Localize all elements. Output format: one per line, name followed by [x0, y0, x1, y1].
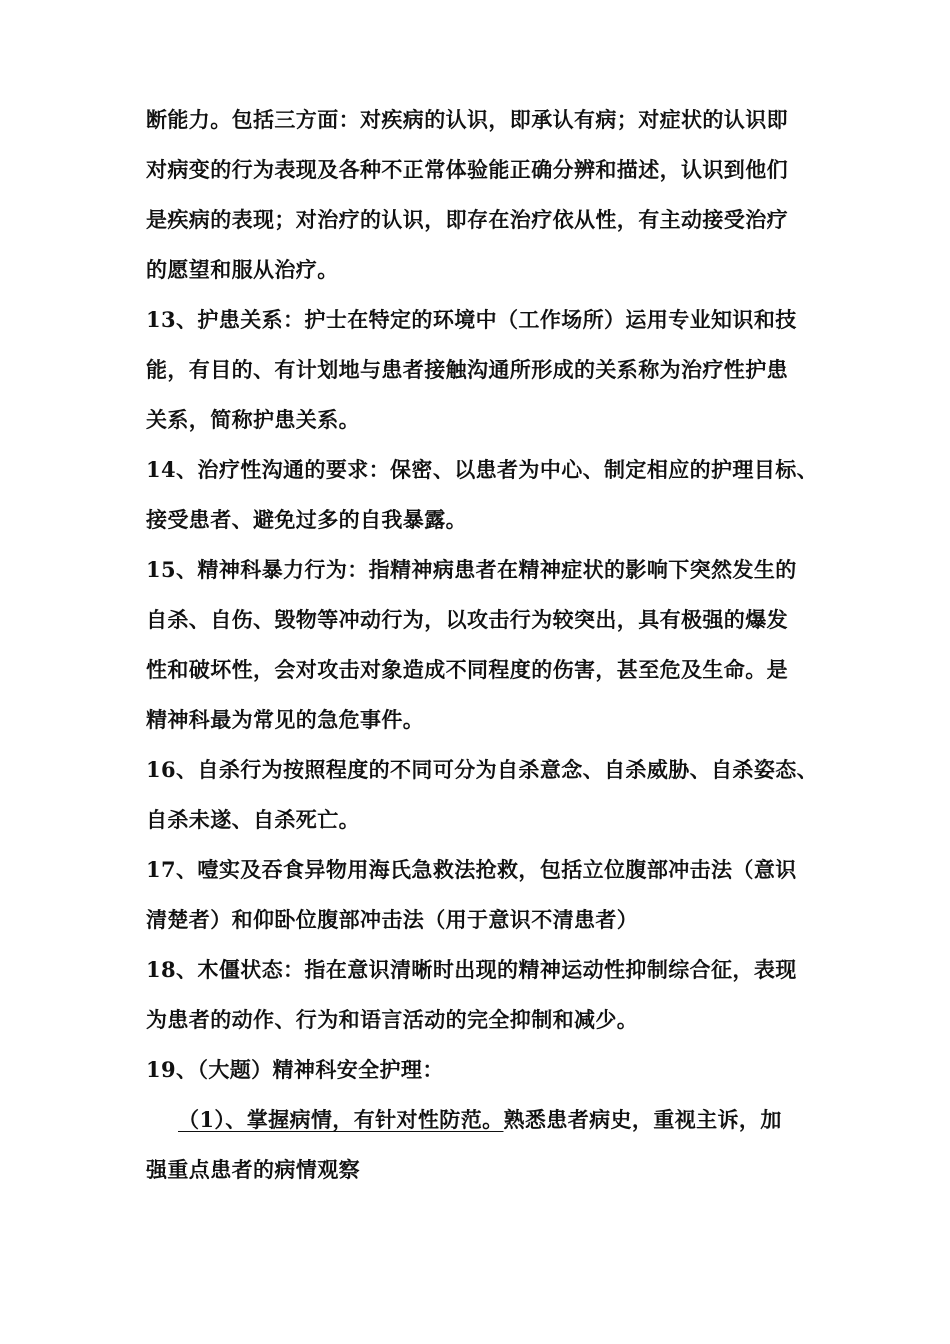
text-line: 自杀、自伤、毁物等冲动行为，以攻击行为较突出，具有极强的爆发 — [146, 607, 788, 632]
text-line: 是疾病的表现；对治疗的认识，即存在治疗依从性，有主动接受治疗 — [146, 207, 788, 232]
item-text: 熟悉患者病史，重视主诉，加 — [503, 1107, 782, 1132]
text-line: 自杀未遂、自杀死亡。 — [146, 807, 360, 832]
text-line: 关系，简称护患关系。 — [146, 407, 360, 432]
text-line: 强重点患者的病情观察 — [146, 1157, 360, 1182]
text-line: 清楚者）和仰卧位腹部冲击法（用于意识不清患者） — [146, 907, 639, 932]
text-line: 接受患者、避免过多的自我暴露。 — [146, 507, 467, 532]
list-item-1 — [178, 1106, 782, 1134]
text-line: 15、精神科暴力行为：指精神病患者在精神症状的影响下突然发生的 — [146, 557, 797, 582]
text-line: 19、（大题）精神科安全护理： — [146, 1057, 444, 1082]
text-line: 断能力。包括三方面：对疾病的认识，即承认有病；对症状的认识即 — [146, 107, 788, 132]
text-line: 对病变的行为表现及各种不正常体验能正确分辨和描述，认识到他们 — [146, 157, 788, 182]
text-line: 的愿望和服从治疗。 — [146, 257, 339, 282]
underlined-heading: （1）、掌握病情，有针对性防范。 — [178, 1107, 504, 1132]
text-line: 16、自杀行为按照程度的不同可分为自杀意念、自杀威胁、自杀姿态、 — [146, 757, 819, 782]
text-line: 14、治疗性沟通的要求：保密、以患者为中心、制定相应的护理目标、 — [146, 457, 819, 482]
text-line: 为患者的动作、行为和语言活动的完全抑制和减少。 — [146, 1007, 639, 1032]
text-line: 13、护患关系：护士在特定的环境中（工作场所）运用专业知识和技 — [146, 307, 797, 332]
text-line: 17、噎实及吞食异物用海氏急救法抢救，包括立位腹部冲击法（意识 — [146, 857, 797, 882]
text-line: 精神科最为常见的急危事件。 — [146, 707, 425, 732]
text-line: 18、木僵状态：指在意识清晰时出现的精神运动性抑制综合征，表现 — [146, 957, 797, 982]
text-line: 性和破坏性，会对攻击对象造成不同程度的伤害，甚至危及生命。是 — [146, 657, 788, 682]
text-line: 能，有目的、有计划地与患者接触沟通所形成的关系称为治疗性护患 — [146, 357, 788, 382]
